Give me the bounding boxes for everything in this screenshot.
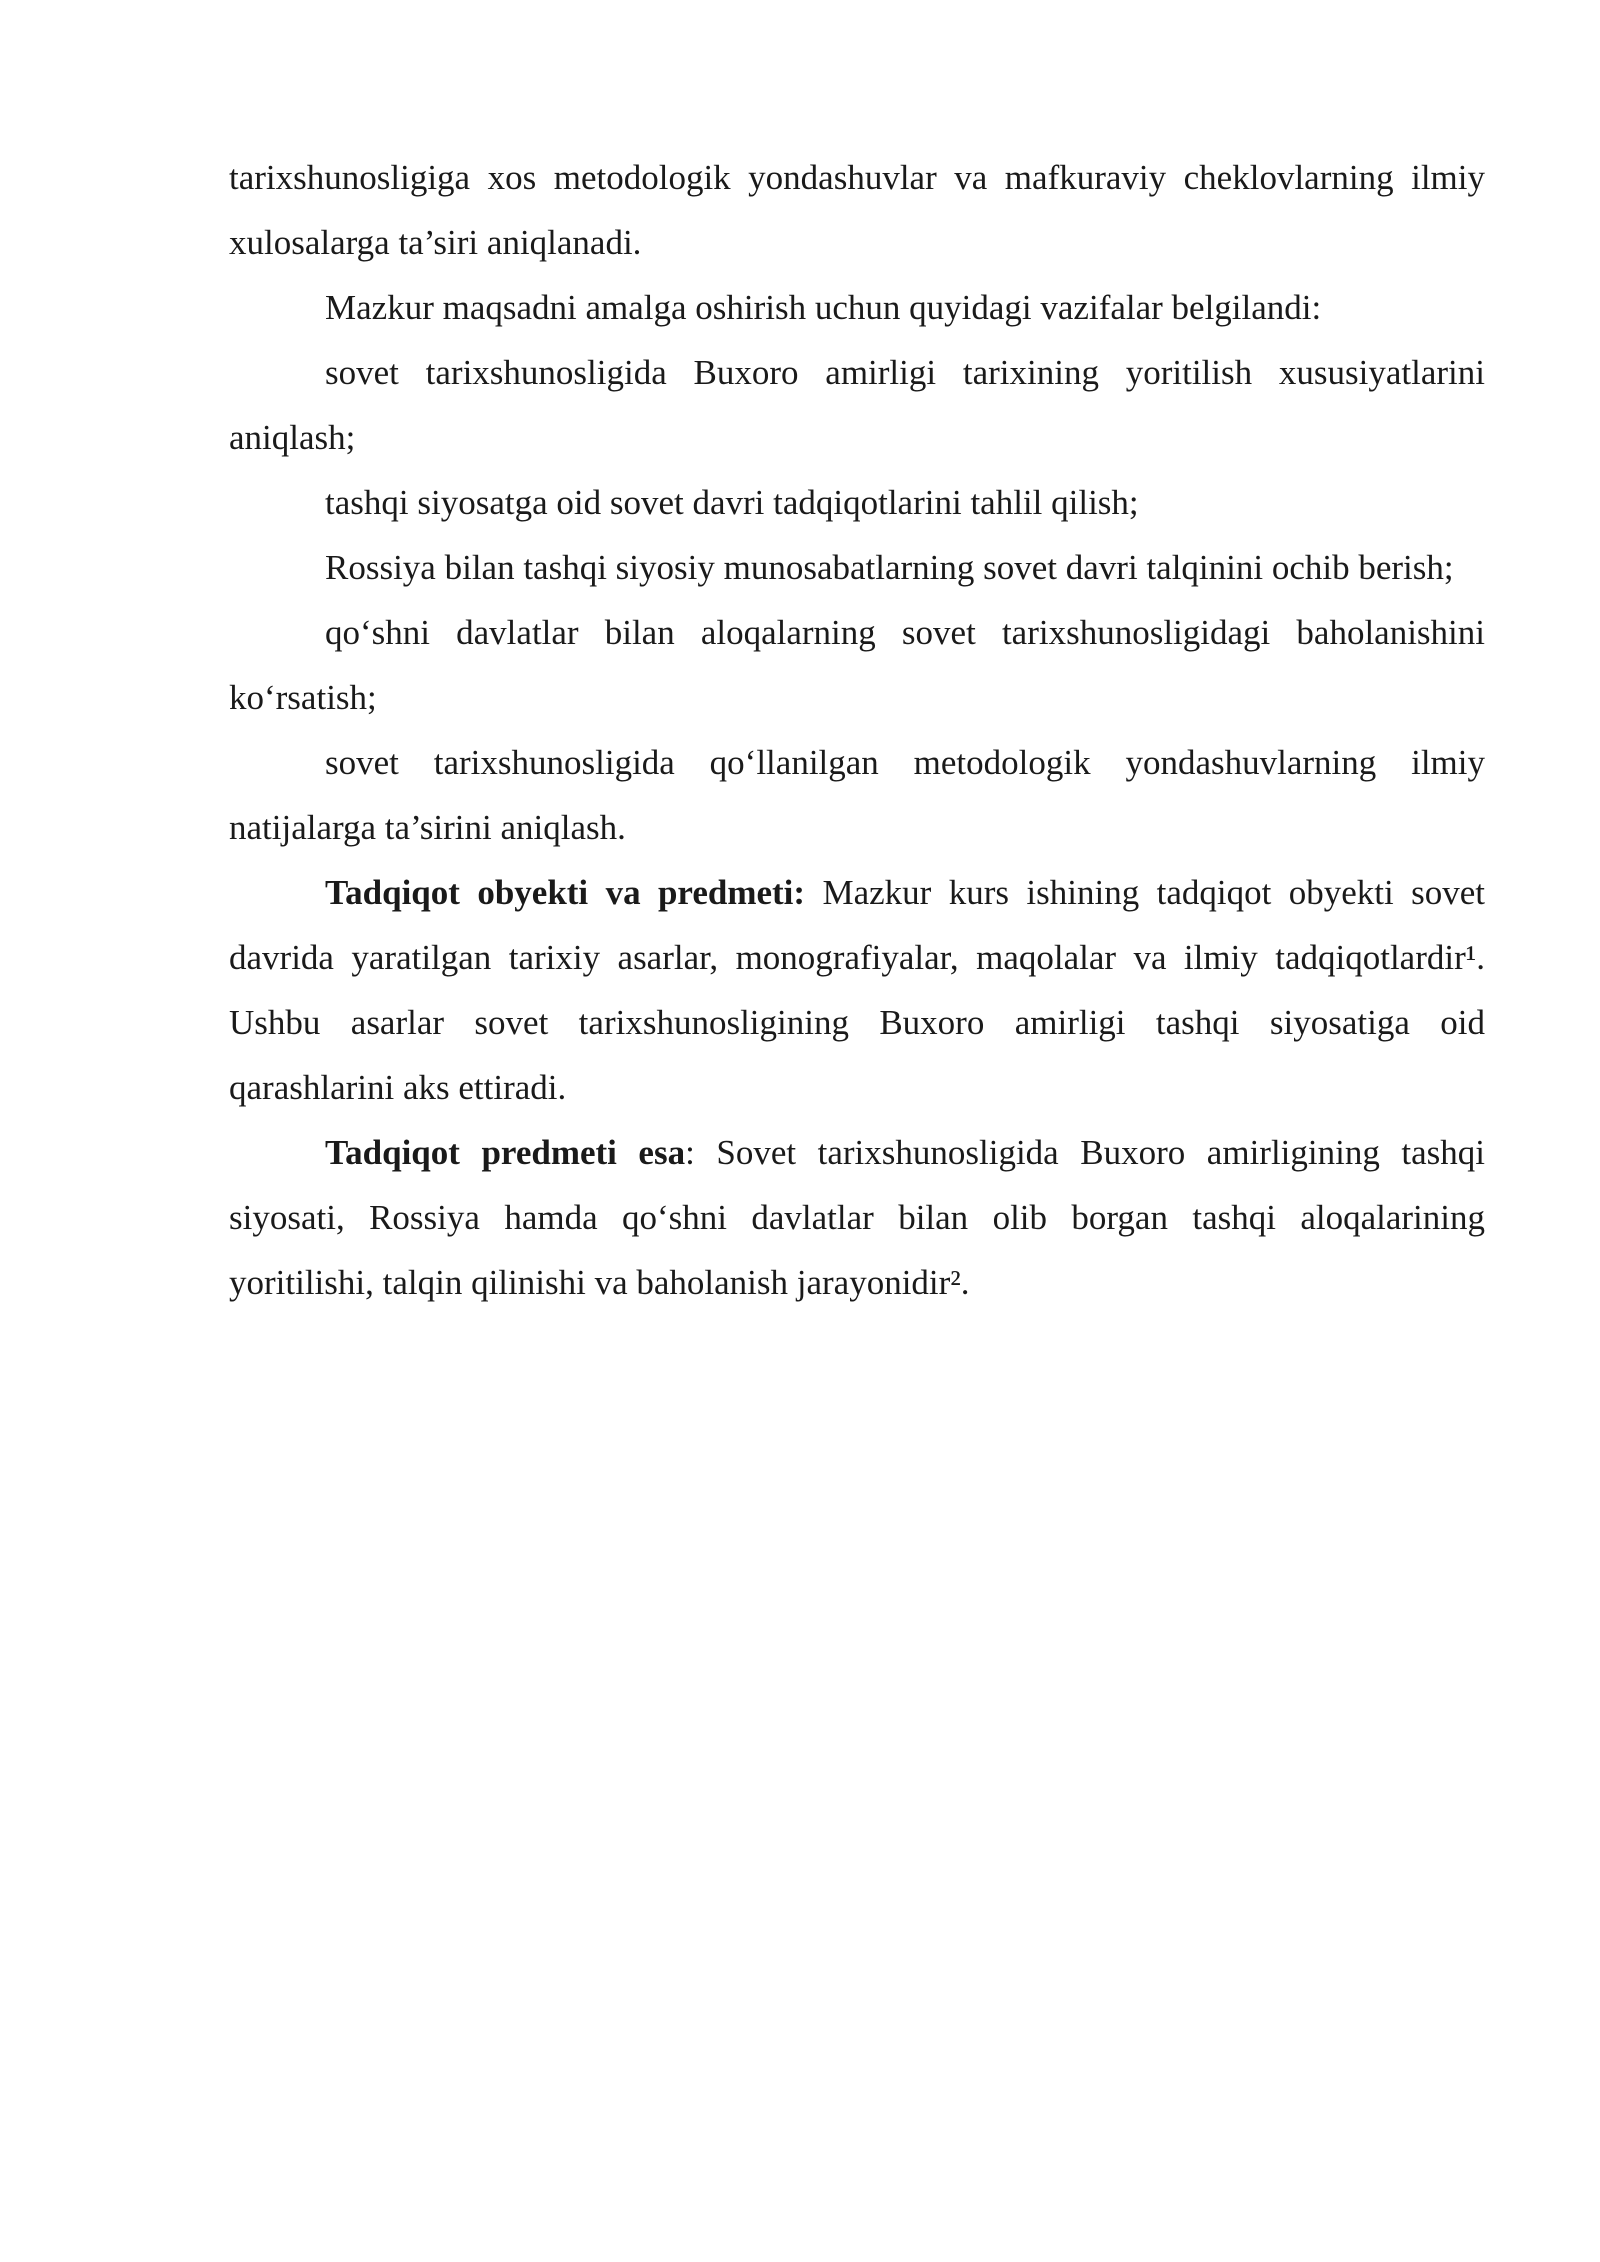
- paragraph-task-1: sovet tarixshunosligida Buxoro amirligi tarixining yoritilish xususiyatlarini aniqlash;: [229, 353, 1485, 457]
- research-object-text: Mazkur kurs ishining tadqiqot obyekti sovet davrida yaratilgan tarixiy asarlar, monografiyalar, maqolalar va ilmiy tadqiqotlardir¹. Ushbu asarlar sovet tarixshunosligining Buxoro amirligi tashqi siyosatiga oid qarashlarini aks ettiradi.: [229, 873, 1485, 1107]
- paragraph-tasks-intro: Mazkur maqsadni amalga oshirish uchun quyidagi vazifalar belgilandi:: [325, 288, 1322, 327]
- research-subject-text: : Sovet tarixshunosligida Buxoro amirligining tashqi siyosati, Rossiya hamda qo‘shni davlatlar bilan olib borgan tashqi aloqalarining yoritilishi, talqin qilinishi va baholanish jarayonidir².: [229, 1133, 1485, 1302]
- research-object-heading: Tadqiqot obyekti va predmeti:: [325, 873, 806, 912]
- research-subject-heading: Tadqiqot predmeti esa: [325, 1133, 686, 1172]
- paragraph-task-2: tashqi siyosatga oid sovet davri tadqiqotlarini tahlil qilish;: [325, 483, 1139, 522]
- paragraph-research-subject: [229, 1120, 1485, 1315]
- paragraph-task-4: qo‘shni davlatlar bilan aloqalarning sovet tarixshunosligidagi baholanishini ko‘rsatish;: [229, 613, 1485, 717]
- paragraph-research-object: [229, 860, 1485, 1120]
- document-body: [229, 145, 1485, 1315]
- paragraph-continuation: tarixshunosligiga xos metodologik yondashuvlar va mafkuraviy cheklovlarning ilmiy xulosalarga ta’siri aniqlanadi.: [229, 158, 1485, 262]
- paragraph-task-5: sovet tarixshunosligida qo‘llanilgan metodologik yondashuvlarning ilmiy natijalarga ta’sirini aniqlash.: [229, 743, 1485, 847]
- paragraph-task-3: Rossiya bilan tashqi siyosiy munosabatlarning sovet davri talqinini ochib berish;: [325, 548, 1454, 587]
